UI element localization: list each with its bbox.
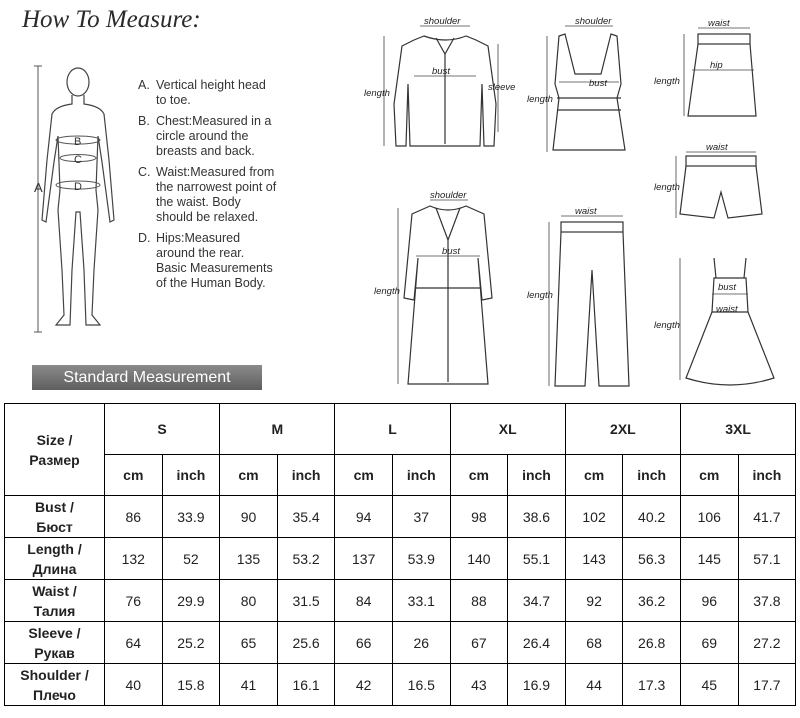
pants-waist-label: waist [575,206,597,217]
table-cell: 44 [565,664,623,706]
definition-text: Hips:Measured around the rear. Basic Measurements of the Human Body. [156,231,273,290]
unit-inch: inch [508,455,566,496]
figure-label-d: D [74,181,82,193]
table-cell: 137 [335,538,393,580]
table-cell: 68 [565,622,623,664]
row-label-en: Shoulder / [20,666,89,683]
shirt-bust-label: bust [432,66,450,77]
definition-letter: B. [138,114,150,128]
table-cell: 86 [105,496,163,538]
table-row-bust [5,496,796,538]
table-cell: 106 [680,496,738,538]
definition-text: Chest:Measured in a circle around the breasts and back. [156,114,272,158]
table-cell: 35.4 [277,496,335,538]
size-header-ru: Размер [29,451,80,468]
table-cell: 84 [335,580,393,622]
unit-inch: inch [392,455,450,496]
table-cell: 64 [105,622,163,664]
definition-text: Waist:Measured from the narrowest point of the waist. Body should be relaxed. [156,165,277,224]
table-cell: 52 [162,538,220,580]
row-label-en: Sleeve / [28,624,81,641]
standard-measurement-banner: Standard Measurement [32,365,262,390]
table-cell: 143 [565,538,623,580]
table-cell: 16.1 [277,664,335,706]
row-label-bust [5,496,105,538]
table-cell: 25.2 [162,622,220,664]
table-cell: 140 [450,538,508,580]
table-cell: 37.8 [738,580,796,622]
unit-cm: cm [565,455,623,496]
table-cell: 33.9 [162,496,220,538]
table-cell: 53.9 [392,538,450,580]
table-cell: 33.1 [392,580,450,622]
unit-cm: cm [450,455,508,496]
table-cell: 102 [565,496,623,538]
table-cell: 90 [220,496,278,538]
table-cell: 27.2 [738,622,796,664]
coat-diagram [372,188,522,388]
definition-letter: A. [138,78,150,92]
table-cell: 29.9 [162,580,220,622]
row-label-en: Length / [27,540,82,557]
definition-letter: D. [138,231,151,245]
measurement-definitions [138,78,278,297]
pants-diagram [525,200,650,390]
table-cell: 40.2 [623,496,681,538]
definition-d [138,231,278,291]
dress-diagram [652,250,792,395]
row-label-en: Bust / [35,498,74,515]
figure-label-a: A [34,180,43,195]
row-label-ru: Талия [33,602,76,619]
table-cell: 145 [680,538,738,580]
table-cell: 17.3 [623,664,681,706]
coat-bust-label: bust [442,246,460,257]
table-cell: 43 [450,664,508,706]
table-row-sleeve [5,622,796,664]
tank-diagram [525,14,655,159]
row-label-ru: Рукав [34,644,75,661]
definition-text: Vertical height head to toe. [156,78,266,107]
figure-label-b: B [74,136,82,148]
table-header-row [5,404,796,455]
table-cell: 57.1 [738,538,796,580]
skirt-diagram [652,14,782,129]
table-cell: 15.8 [162,664,220,706]
table-cell: 55.1 [508,538,566,580]
table-cell: 96 [680,580,738,622]
table-cell: 36.2 [623,580,681,622]
shirt-diagram [362,14,532,159]
row-label-ru: Длина [32,560,77,577]
coat-length-label: length [374,286,400,297]
table-cell: 65 [220,622,278,664]
body-figure [0,40,135,340]
unit-cm: cm [220,455,278,496]
table-cell: 16.5 [392,664,450,706]
coat-shoulder-label: shoulder [430,190,467,201]
shirt-shoulder-label: shoulder [424,16,461,27]
unit-cm: cm [680,455,738,496]
page-title: How To Measure: [22,6,201,33]
unit-cm: cm [335,455,393,496]
size-header-3xl: 3XL [680,404,795,455]
table-cell: 26.4 [508,622,566,664]
row-label-en: Waist / [32,582,77,599]
size-header-l: L [335,404,450,455]
dress-waist-label: waist [716,304,738,315]
shorts-waist-label: waist [706,142,728,153]
definition-c [138,165,278,225]
table-cell: 69 [680,622,738,664]
table-row-shoulder [5,664,796,706]
definition-letter: C. [138,165,151,179]
table-row-length [5,538,796,580]
tank-length-label: length [527,94,553,105]
skirt-hip-label: hip [710,60,723,71]
size-chart-table [4,403,796,706]
row-label-sleeve [5,622,105,664]
table-cell: 135 [220,538,278,580]
table-cell: 38.6 [508,496,566,538]
size-header-m: M [220,404,335,455]
table-cell: 92 [565,580,623,622]
table-cell: 67 [450,622,508,664]
table-cell: 94 [335,496,393,538]
shorts-diagram [652,140,782,230]
table-cell: 42 [335,664,393,706]
unit-cm: cm [105,455,163,496]
size-header-s: S [105,404,220,455]
dress-bust-label: bust [718,282,736,293]
tank-shoulder-label: shoulder [575,16,612,27]
shirt-sleeve-label: sleeve [488,82,516,93]
table-cell: 132 [105,538,163,580]
table-units-row [5,455,796,496]
dress-length-label: length [654,320,680,331]
table-cell: 66 [335,622,393,664]
table-cell: 40 [105,664,163,706]
figure-label-c: C [74,154,82,166]
shirt-length-label: length [364,88,390,99]
size-header-xl: XL [450,404,565,455]
table-cell: 26 [392,622,450,664]
table-cell: 34.7 [508,580,566,622]
size-header-2xl: 2XL [565,404,680,455]
table-cell: 25.6 [277,622,335,664]
table-cell: 53.2 [277,538,335,580]
table-cell: 41.7 [738,496,796,538]
table-cell: 17.7 [738,664,796,706]
row-label-ru: Плечо [33,686,76,703]
table-cell: 76 [105,580,163,622]
table-cell: 37 [392,496,450,538]
size-header-cell [5,404,105,496]
unit-inch: inch [162,455,220,496]
tank-bust-label: bust [589,78,607,89]
definition-a [138,78,278,108]
unit-inch: inch [738,455,796,496]
table-cell: 98 [450,496,508,538]
skirt-waist-label: waist [708,18,730,29]
unit-inch: inch [277,455,335,496]
table-row-waist [5,580,796,622]
definition-b [138,114,278,159]
table-cell: 31.5 [277,580,335,622]
table-cell: 56.3 [623,538,681,580]
table-cell: 45 [680,664,738,706]
row-label-shoulder [5,664,105,706]
row-label-length [5,538,105,580]
pants-length-label: length [527,290,553,301]
shorts-length-label: length [654,182,680,193]
table-cell: 16.9 [508,664,566,706]
row-label-ru: Бюст [36,518,73,535]
skirt-length-label: length [654,76,680,87]
size-header-en: Size / [36,431,73,448]
unit-inch: inch [623,455,681,496]
table-cell: 41 [220,664,278,706]
table-cell: 88 [450,580,508,622]
table-cell: 80 [220,580,278,622]
row-label-waist [5,580,105,622]
table-cell: 26.8 [623,622,681,664]
